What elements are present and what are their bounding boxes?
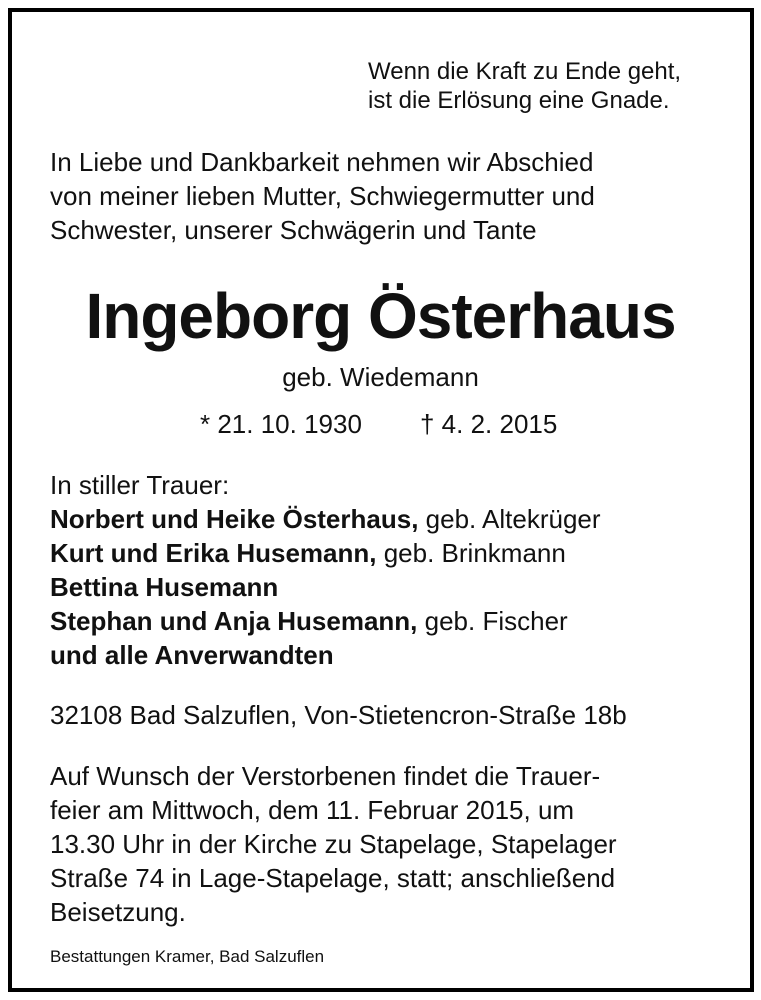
motto (368, 57, 681, 115)
mourner-note: geb. Altekrüger (418, 504, 601, 534)
mourner-name: Bettina Husemann (50, 572, 279, 602)
service-line: 13.30 Uhr in der Kirche zu Stapelage, Stapelager (50, 829, 617, 859)
mourner-entry (50, 638, 601, 672)
mourner-entry (50, 604, 601, 638)
family-address: 32108 Bad Salzuflen, Von-Stietencron-Straße 18b (50, 700, 627, 730)
intro-line: von meiner lieben Mutter, Schwiegermutter und (50, 181, 595, 211)
service-line: Auf Wunsch der Verstorbenen findet die Trauer- (50, 761, 601, 791)
intro-line: Schwester, unserer Schwägerin und Tante (50, 215, 537, 245)
maiden-name: geb. Wiedemann (282, 362, 479, 392)
intro-line: In Liebe und Dankbarkeit nehmen wir Abschied (50, 147, 594, 177)
deceased-name: Ingeborg Österhaus (85, 280, 676, 352)
mourners-heading: In stiller Trauer: (50, 470, 230, 500)
mourners-list (50, 468, 601, 672)
funeral-service-info (50, 759, 617, 929)
undertaker: Bestattungen Kramer, Bad Salzuflen (50, 947, 325, 966)
mourner-name: Stephan und Anja Husemann, (50, 606, 418, 636)
mourner-note: geb. Brinkmann (376, 538, 566, 568)
mourner-entry (50, 536, 601, 570)
mourner-entry (50, 502, 601, 536)
motto-line: ist die Erlösung eine Gnade. (368, 87, 670, 114)
service-line: feier am Mittwoch, dem 11. Februar 2015, um (50, 795, 575, 825)
intro-text (50, 145, 595, 247)
service-line: Straße 74 in Lage-Stapelage, statt; anschließend (50, 863, 616, 893)
mourner-name: und alle Anverwandten (50, 640, 334, 670)
mourner-name: Kurt und Erika Husemann, (50, 538, 377, 568)
death-date: † 4. 2. 2015 (420, 409, 558, 439)
birth-date: * 21. 10. 1930 (200, 409, 362, 439)
mourner-entry (50, 570, 601, 604)
mourner-note: geb. Fischer (417, 606, 568, 636)
mourner-name: Norbert und Heike Österhaus, (50, 504, 419, 534)
motto-line: Wenn die Kraft zu Ende geht, (368, 58, 682, 85)
service-line: Beisetzung. (50, 897, 186, 927)
